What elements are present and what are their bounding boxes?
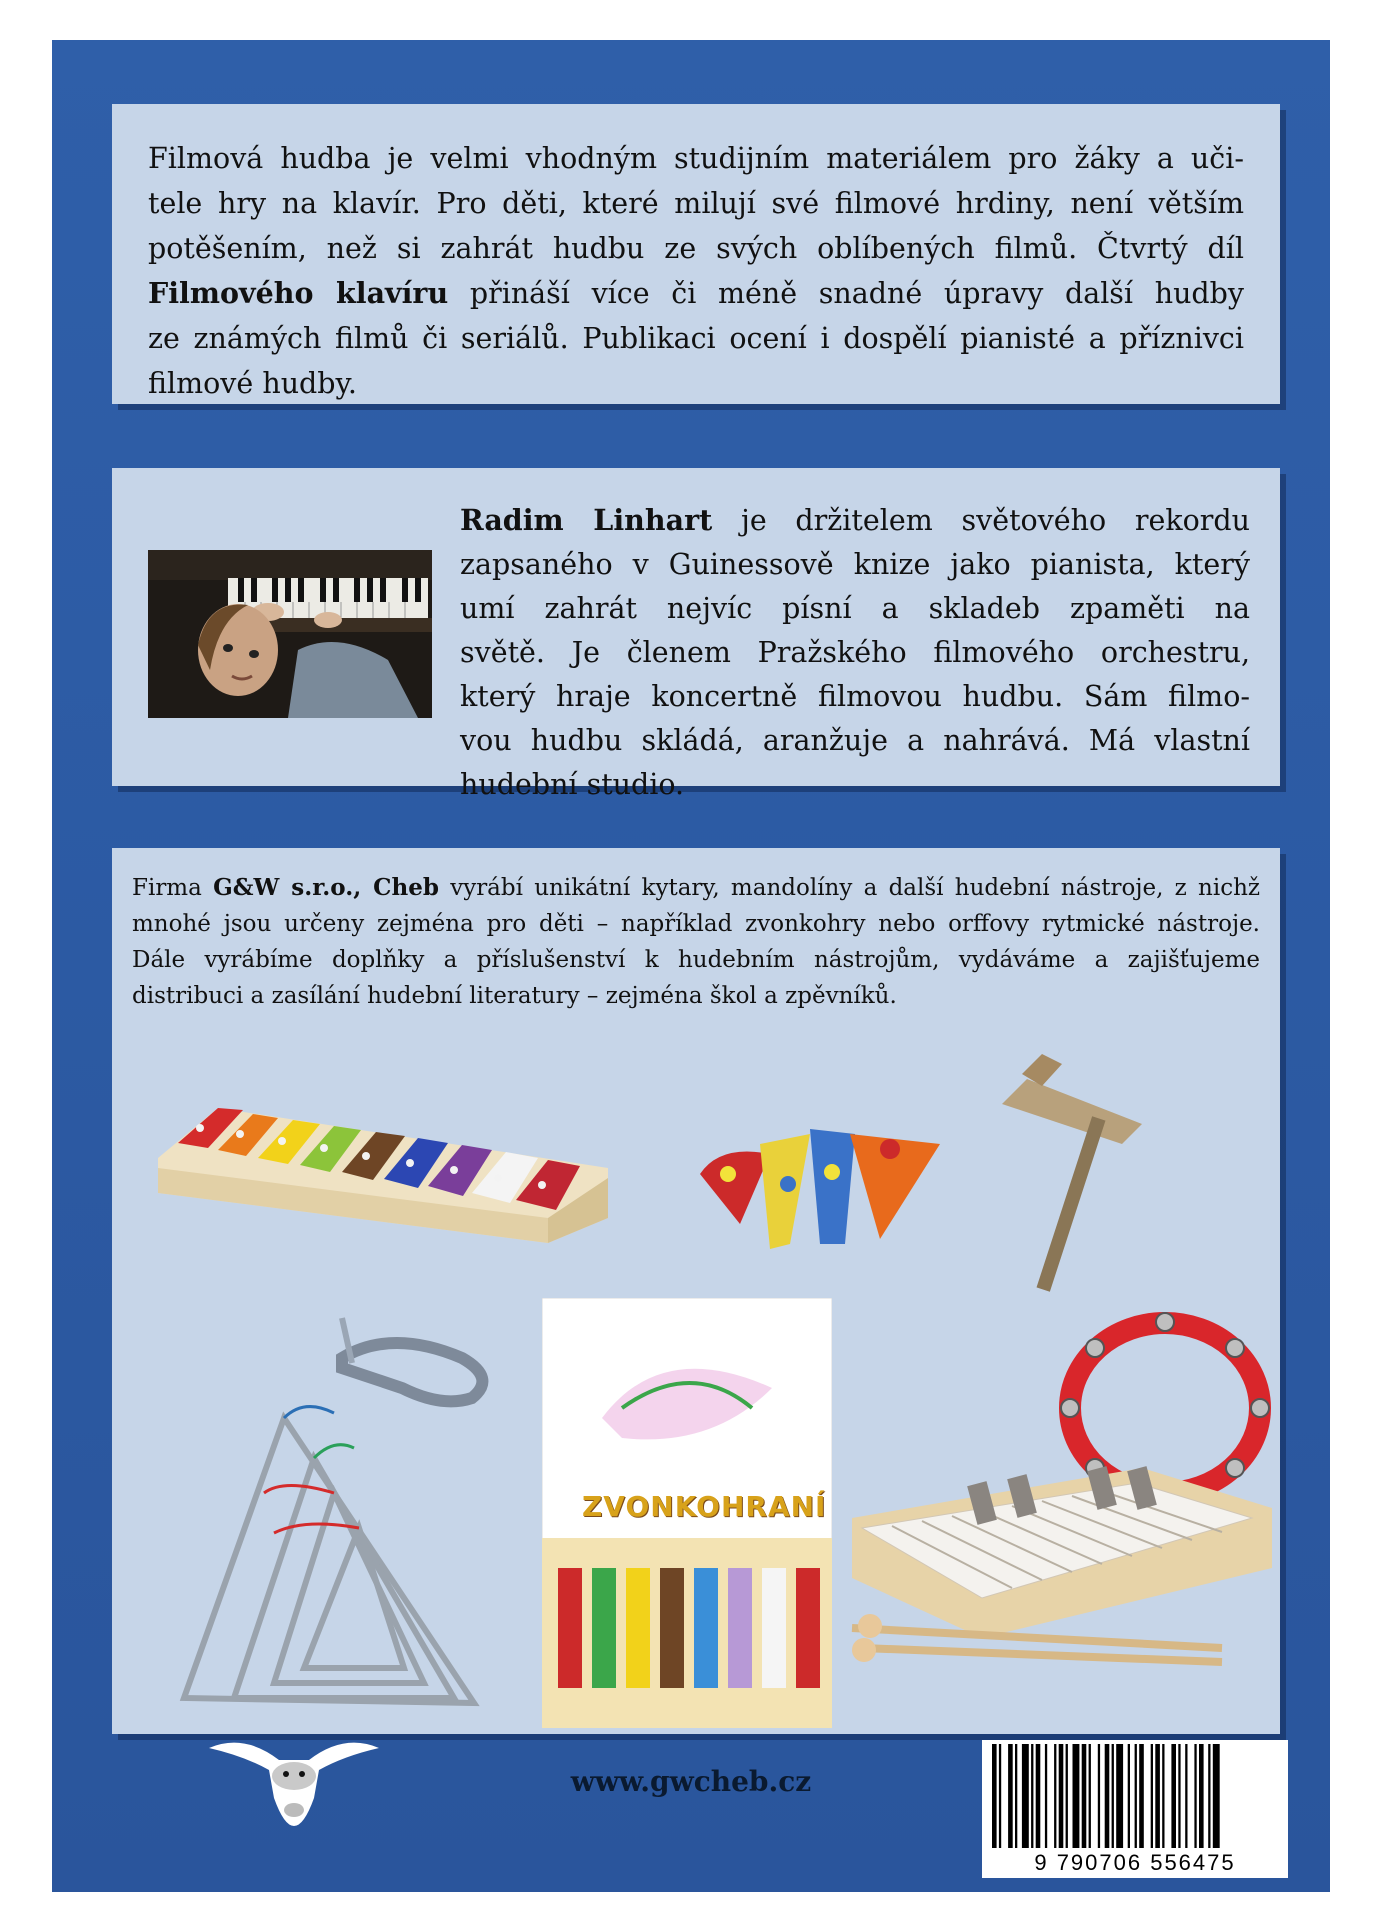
bio-line: který hraje koncertně filmovou hudbu. Sám filmo-	[460, 680, 1250, 713]
barcode-bar	[1089, 1744, 1091, 1848]
barcode-bar	[1128, 1744, 1130, 1848]
bio-line-with-name: Radim Linhart je držitelem světového rekordu	[460, 503, 1251, 537]
barcode-bar	[1185, 1744, 1187, 1848]
bio-line: umí zahrát nejvíc písní a skladeb zpaměti na	[460, 592, 1250, 625]
company-text	[132, 870, 1260, 1014]
barcode-number: 9 790706 556475	[1034, 1850, 1236, 1875]
back-cover	[52, 40, 1330, 1892]
barcode-bar	[1199, 1744, 1204, 1848]
bio-line: zapsaného v Guinessově knize jako pianista, který	[460, 548, 1250, 581]
bio-line: světě. Je členem Pražského filmového orchestru,	[460, 636, 1250, 669]
pianist-at-piano-image	[148, 550, 432, 718]
intro-panel	[112, 104, 1280, 404]
intro-text	[148, 136, 1244, 406]
barcode-bar	[1194, 1744, 1196, 1848]
barcode-bar	[1059, 1744, 1064, 1848]
barcode-bar	[992, 1744, 997, 1848]
intro-line: potěšením, než si zahrát hudbu ze svých oblíbených filmů. Čtvrtý díl	[148, 232, 1244, 265]
company-panel	[112, 848, 1280, 1734]
wooden-rattle-image	[982, 1044, 1162, 1294]
barcode-bar	[1213, 1744, 1220, 1848]
book-title: Filmového klavíru	[148, 276, 449, 310]
barcode-bar	[1082, 1744, 1087, 1848]
glockenspiel-image	[148, 1068, 618, 1248]
barcode-bar	[1178, 1744, 1180, 1848]
barcode-bar	[1031, 1744, 1033, 1848]
barcode-bar	[1022, 1744, 1029, 1848]
barcode-bar	[1054, 1744, 1056, 1848]
barcode-bar	[1151, 1744, 1153, 1848]
barcode-bar	[1171, 1744, 1176, 1848]
barcode-bar	[1105, 1744, 1110, 1848]
website-url: www.gwcheb.cz	[570, 1765, 812, 1798]
barcode-bar	[1073, 1744, 1080, 1848]
company-name: G&W s.r.o., Cheb	[213, 874, 439, 901]
barcode-bar	[1139, 1744, 1144, 1848]
barcode-bar	[1135, 1744, 1137, 1848]
barcode-bar	[1015, 1744, 1017, 1848]
barcode-bar	[1208, 1744, 1210, 1848]
author-panel	[112, 468, 1280, 801]
bio-line: vou hudbu skládá, aranžuje a nahrává. Má vlastní	[460, 724, 1250, 757]
barcode-bar	[1045, 1744, 1047, 1848]
intro-line: Filmová hudba je velmi vhodným studijním materiálem pro žáky a uči-	[148, 142, 1244, 175]
intro-line: ze známých filmů či seriálů. Publikaci ocení i dospělí pianisté a příznivci	[148, 322, 1244, 355]
barcode-bar	[1116, 1744, 1123, 1848]
barcode	[982, 1740, 1288, 1878]
intro-line: tele hry na klavír. Pro děti, které milují své filmové hrdiny, není větším	[148, 187, 1244, 220]
author-bio	[460, 498, 1250, 807]
company-line: Dále vyrábíme doplňky a příslušenství k hudebním nástrojům, vydáváme a zajišťujeme	[132, 947, 1260, 973]
chromatic-glockenspiel-image	[842, 1448, 1282, 1668]
book-label: ZVONKOHRANÍ	[582, 1490, 827, 1523]
bio-line: hudební studio.	[460, 768, 685, 801]
barcode-bar	[1036, 1744, 1041, 1848]
barcode-bars	[982, 1740, 1288, 1852]
company-line: distribuci a zasílání hudební literatury – zejména škol a zpěvníků.	[132, 983, 897, 1009]
intro-line: filmové hudby.	[148, 367, 357, 400]
barcode-bar	[1008, 1744, 1013, 1848]
barcode-bar	[999, 1744, 1001, 1848]
company-line-with-name: Firma G&W s.r.o., Cheb vyrábí unikátní kytary, mandolíny a další hudební nástroje, z nichž	[132, 874, 1260, 901]
intro-line-with-title: Filmového klavíru přináší více či méně snadné úpravy další hudby	[148, 276, 1245, 310]
barcode-bar	[1066, 1744, 1068, 1848]
barcode-bar	[1098, 1744, 1100, 1848]
author-photo	[148, 550, 432, 718]
kazoos-image	[680, 1104, 960, 1254]
barcode-bar	[1162, 1744, 1164, 1848]
triangles-image	[174, 1398, 494, 1728]
barcode-bar	[1155, 1744, 1160, 1848]
author-name: Radim Linhart	[460, 503, 713, 537]
barcode-bar	[1112, 1744, 1114, 1848]
company-line: mnohé jsou určeny zejména pro děti – například zvonkohry nebo orffovy rytmické nástroje.	[132, 911, 1260, 937]
